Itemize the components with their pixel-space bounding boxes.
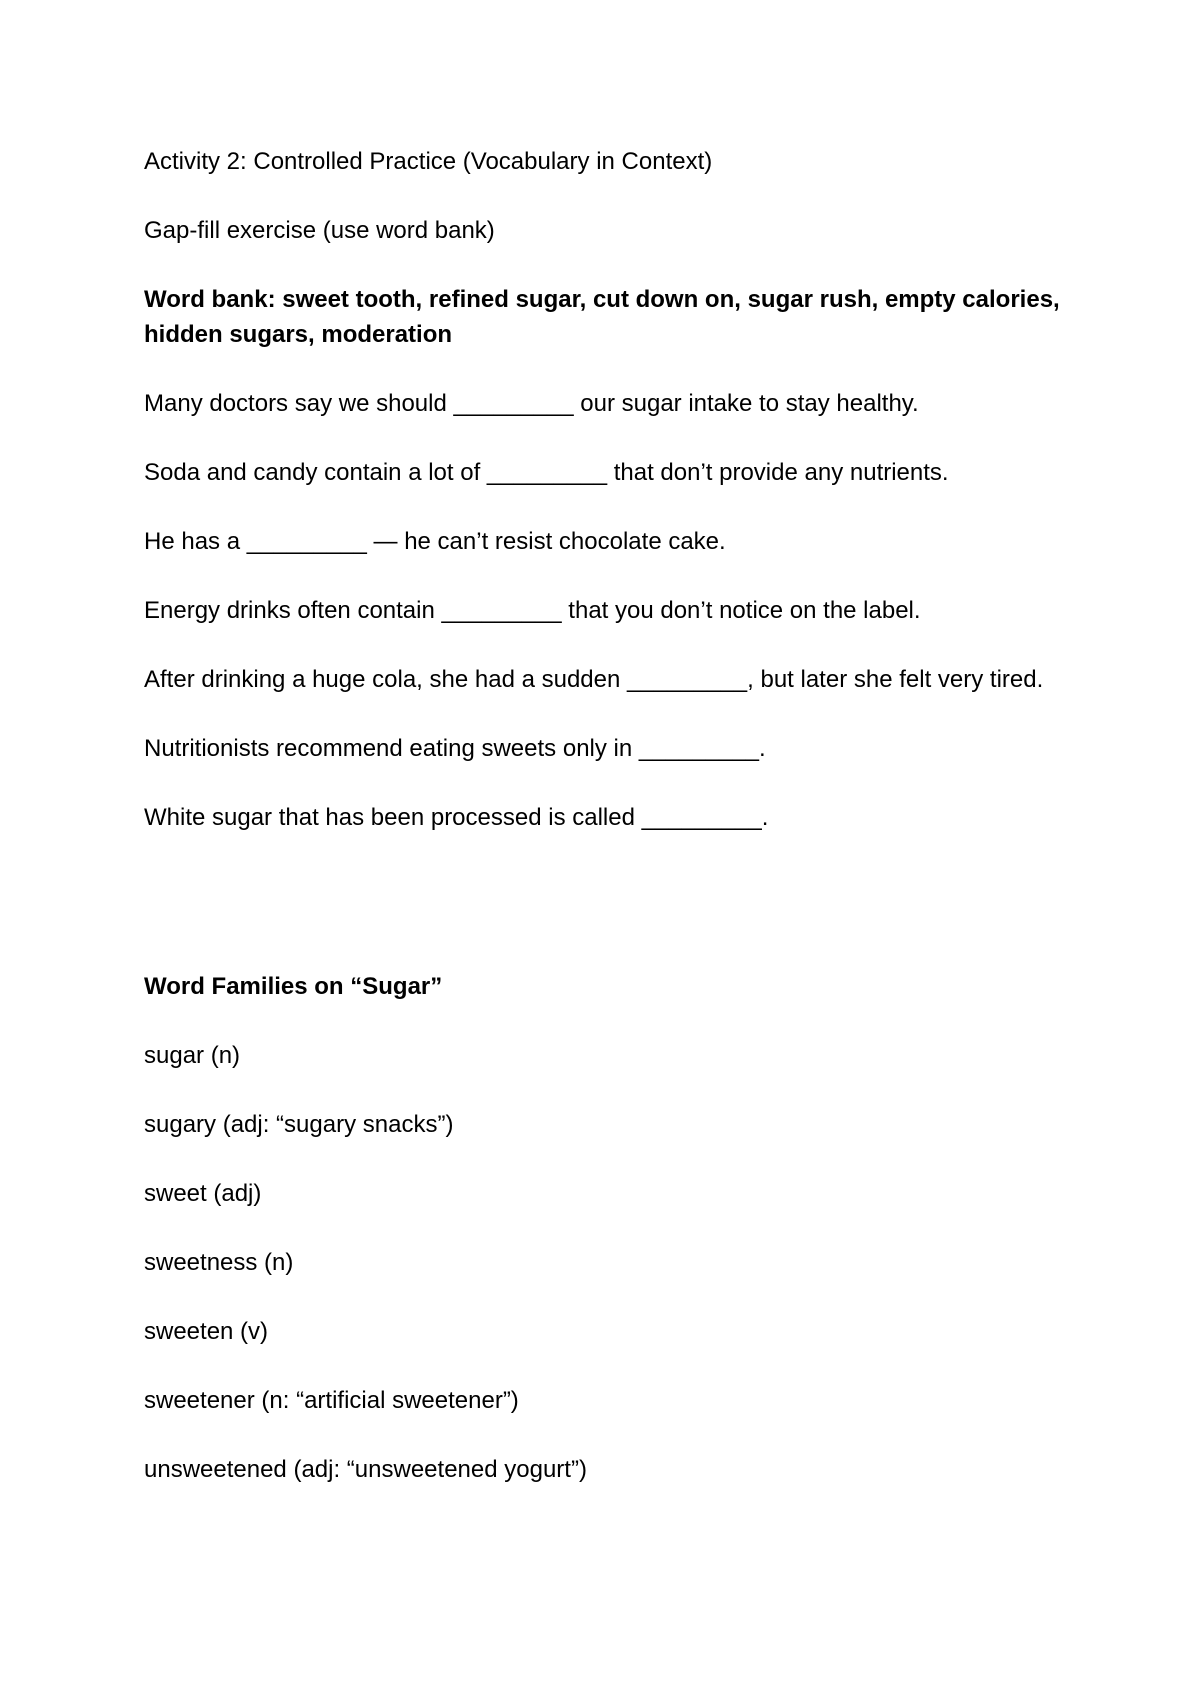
gap-fill-sentence: Many doctors say we should _________ our sugar intake to stay healthy. bbox=[144, 390, 919, 417]
gap-fill-sentence: Nutritionists recommend eating sweets only in _________. bbox=[144, 735, 766, 762]
gap-fill-sentence: He has a _________ — he can’t resist chocolate cake. bbox=[144, 528, 726, 555]
word-family-item: sweetness (n) bbox=[144, 1249, 294, 1276]
section-spacer bbox=[144, 869, 1069, 969]
word-family-item: sweet (adj) bbox=[144, 1180, 262, 1207]
word-family-item: sweeten (v) bbox=[144, 1318, 269, 1345]
document-body bbox=[144, 144, 1069, 1521]
word-family-item: sweetener (n: “artificial sweetener”) bbox=[144, 1387, 519, 1414]
gap-fill-sentence: Soda and candy contain a lot of _________ that don’t provide any nutrients. bbox=[144, 459, 949, 486]
word-family-item: sugar (n) bbox=[144, 1042, 241, 1069]
activity-instruction: Gap-fill exercise (use word bank) bbox=[144, 217, 495, 244]
word-families-heading: Word Families on “Sugar” bbox=[144, 973, 443, 1000]
gap-fill-sentence: White sugar that has been processed is called _________. bbox=[144, 804, 769, 831]
gap-fill-sentence: Energy drinks often contain _________ that you don’t notice on the label. bbox=[144, 597, 921, 624]
activity-title: Activity 2: Controlled Practice (Vocabulary in Context) bbox=[144, 148, 713, 175]
word-bank: Word bank: sweet tooth, refined sugar, cut down on, sugar rush, empty calories, hidden sugars, moderation bbox=[144, 286, 1060, 348]
gap-fill-sentence: After drinking a huge cola, she had a sudden _________, but later she felt very tired. bbox=[144, 666, 1044, 693]
word-family-item: unsweetened (adj: “unsweetened yogurt”) bbox=[144, 1456, 587, 1483]
word-family-item: sugary (adj: “sugary snacks”) bbox=[144, 1111, 454, 1138]
